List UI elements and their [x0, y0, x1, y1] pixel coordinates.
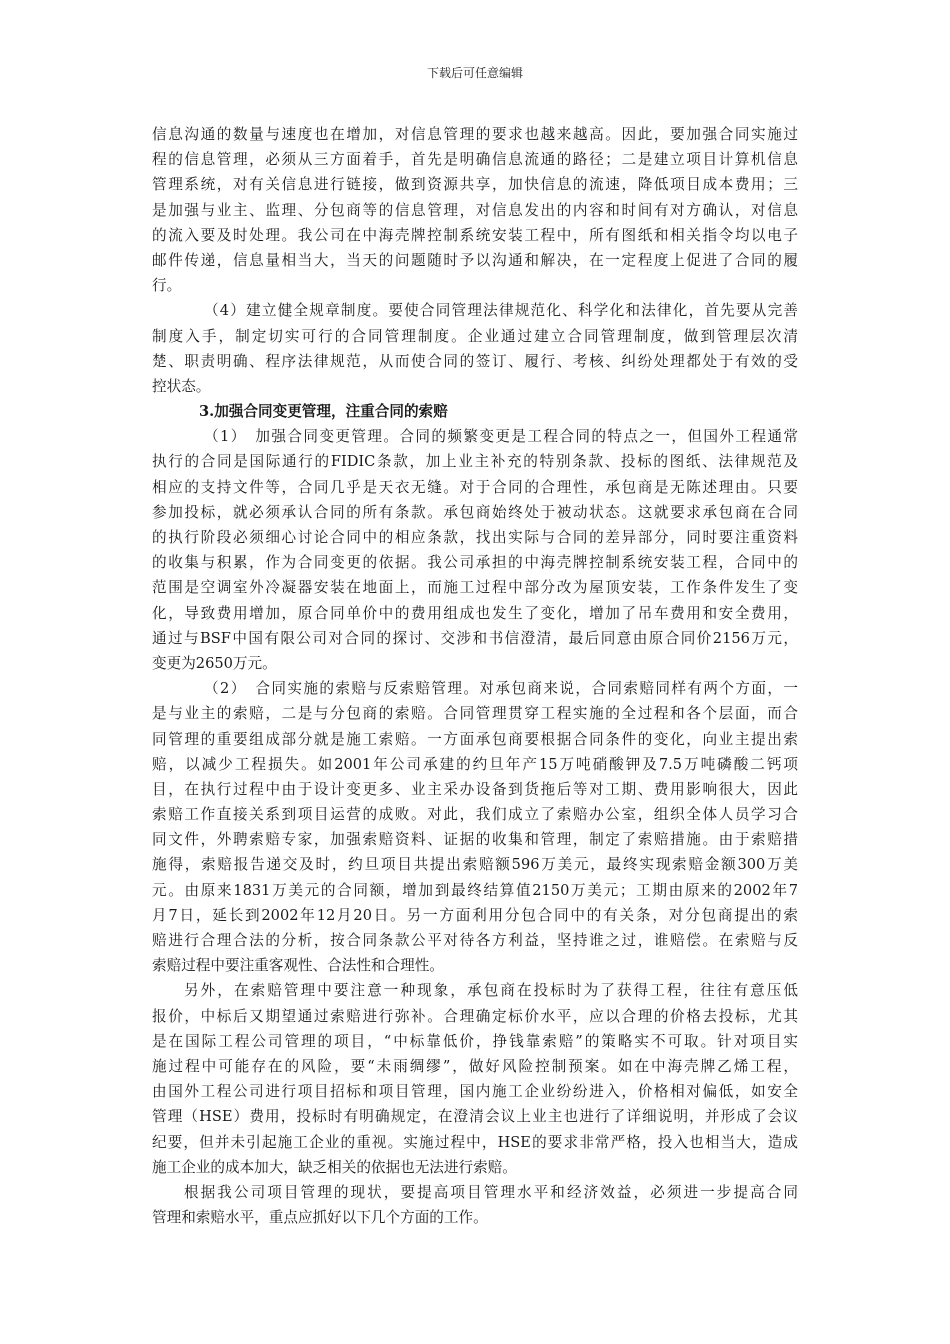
paragraph-conclusion: [152, 1180, 798, 1230]
text-line: 元。由原来1831万美元的合同额，增加到最终结算值2150万美元；工期由原来的2002年7: [152, 881, 798, 899]
page-header: 下载后可任意编辑: [426, 66, 523, 80]
text-line: 索赔过程中要注重客观性、合法性和合理性。: [152, 957, 444, 975]
text-line: 信息沟通的数量与速度也在增加，对信息管理的要求也越来越高。因此，要加强合同实施过: [152, 126, 798, 143]
text-line: 的流入要及时处理。我公司在中海壳牌控制系统安装工程中，所有图纸和相关指令均以电子: [152, 226, 798, 244]
text-line: 控状态。: [152, 377, 211, 395]
text-line: 的收集与积累，作为合同变更的依据。我公司承担的中海壳牌控制系统安装工程，合同中的: [152, 554, 798, 572]
text-line: 根据我公司项目管理的现状，要提高项目管理水平和经济效益，必须进一步提高合同: [184, 1183, 798, 1201]
text-line: 是与业主的索赔，二是与分包商的索赔。合同管理贯穿工程实施的全过程和各个层面，而合: [152, 705, 798, 723]
text-line: 是加强与业主、监理、分包商等的信息管理，对信息发出的内容和时间有对方确认，对信息: [152, 201, 798, 219]
text-line: 月7日，延长到2002年12月20日。另一方面利用分包合同中的有关条，对分包商提出的索: [152, 906, 798, 924]
paragraph-claims-management: [152, 676, 798, 978]
document-body: [152, 122, 798, 1230]
text-line: 同管理的重要组成部分就是施工索赔。一方面承包商要根据合同条件的变化，向业主提出索: [152, 730, 798, 748]
text-line: 由国外工程公司进行项目招标和项目管理，国内施工企业纷纷进入，价格相对偏低，如安全: [152, 1083, 798, 1101]
text-line: 化，导致费用增加，原合同单价中的费用组成也发生了变化，增加了吊车费用和安全费用，: [152, 604, 798, 622]
text-line: 范围是空调室外冷凝器安装在地面上，而施工过程中部分改为屋顶安装，工作条件发生了变: [152, 579, 798, 597]
text-line: 楚、职责明确、程序法律规范，从而使合同的签订、履行、考核、纠纷处理都处于有效的受: [152, 352, 798, 370]
text-line: 执行的合同是国际通行的FIDIC条款，加上业主补充的特别条款、投标的图纸、法律规范及: [152, 453, 798, 471]
text-line: 程的信息管理，必须从三方面着手，首先是明确信息流通的路径；二是建立项目计算机信息: [152, 151, 798, 169]
text-line: 索赔工作直接关系到项目运营的成败。对此，我们成立了索赔办公室，组织全体人员学习合: [152, 806, 798, 824]
text-line: （2） 合同实施的索赔与反索赔管理。对承包商来说，合同索赔同样有两个方面，一: [204, 680, 798, 698]
text-line: 相应的支持文件等，合同几乎是天衣无缝。对于合同的合理性，承包商是无陈述理由。只要: [152, 478, 798, 496]
section-heading: 3.加强合同变更管理，注重合同的索赔: [199, 403, 448, 421]
text-line: 施过程中可能存在的风险，要“未雨绸缪”，做好风险控制预案。如在中海壳牌乙烯工程，: [152, 1057, 798, 1075]
text-line: 同文件，外聘索赔专家，加强索赔资料、证据的收集和管理，制定了索赔措施。由于索赔措: [152, 831, 798, 849]
text-line: 纪要，但并未引起施工企业的重视。实施过程中，HSE的要求非常严格，投入也相当大，造成: [152, 1133, 798, 1151]
paragraph-bidding-risk: [152, 978, 798, 1180]
text-line: 参加投标，就必须承认合同的所有条款。承包商始终处于被动状态。这就要求承包商在合同: [152, 503, 798, 521]
text-line: 施工企业的成本加大，缺乏相关的依据也无法进行索赔。: [152, 1158, 517, 1176]
text-line: 通过与BSF中国有限公司对合同的探讨、交涉和书信澄清，最后同意由原合同价2156万元，: [152, 629, 798, 647]
paragraph-contract-change: [152, 424, 798, 676]
paragraph-information-management: [152, 122, 798, 298]
text-line: 是在国际工程公司管理的项目，“中标靠低价，挣钱靠索赔”的策略实不可取。针对项目实: [152, 1032, 798, 1050]
text-line: 赔，以减少工程损失。如2001年公司承建的约旦年产15万吨硝酸钾及7.5万吨磷酸二钙项: [152, 755, 798, 773]
text-line: （4）建立健全规章制度。要使合同管理法律规范化、科学化和法律化，首先要从完善: [204, 302, 798, 320]
text-line: 管理系统，对有关信息进行链接，做到资源共享，加快信息的流速，降低项目成本费用；三: [152, 176, 798, 194]
text-line: 赔进行合理合法的分析，按合同条款公平对待各方利益，坚持谁之过，谁赔偿。在索赔与反: [152, 932, 798, 949]
text-line: 另外，在索赔管理中要注意一种现象，承包商在投标时为了获得工程，往往有意压低: [184, 982, 798, 1000]
text-line: 邮件传递，信息量相当大，当天的问题随时予以沟通和解决，在一定程度上促进了合同的履: [152, 251, 798, 269]
text-line: 管理和索赔水平，重点应抓好以下几个方面的工作。: [152, 1209, 488, 1227]
paragraph-rules-system: [152, 298, 798, 399]
text-line: 制度入手，制定切实可行的合同管理制度。企业通过建立合同管理制度，做到管理层次清: [152, 327, 798, 345]
text-line: 施得，索赔报告递交及时，约旦项目共提出索赔额596万美元，最终实现索赔金额300万美: [152, 856, 798, 874]
text-line: （1） 加强合同变更管理。合同的频繁变更是工程合同的特点之一，但国外工程通常: [204, 428, 798, 446]
text-line: 管理（HSE）费用，投标时有明确规定，在澄清会议上业主也进行了详细说明，并形成了会议: [152, 1108, 798, 1126]
text-line: 报价，中标后又期望通过索赔进行弥补。合理确定标价水平，应以合理的价格去投标，尤其: [152, 1007, 798, 1025]
text-line: 的执行阶段必须细心讨论合同中的相应条款，找出实际与合同的差异部分，同时要注重资料: [152, 529, 798, 546]
text-line: 变更为2650万元。: [152, 654, 277, 672]
text-line: 目，在执行过程中由于设计变更多、业主采办设备到货拖后等对工期、费用影响很大，因此: [152, 780, 798, 798]
text-line: 行。: [152, 277, 182, 295]
